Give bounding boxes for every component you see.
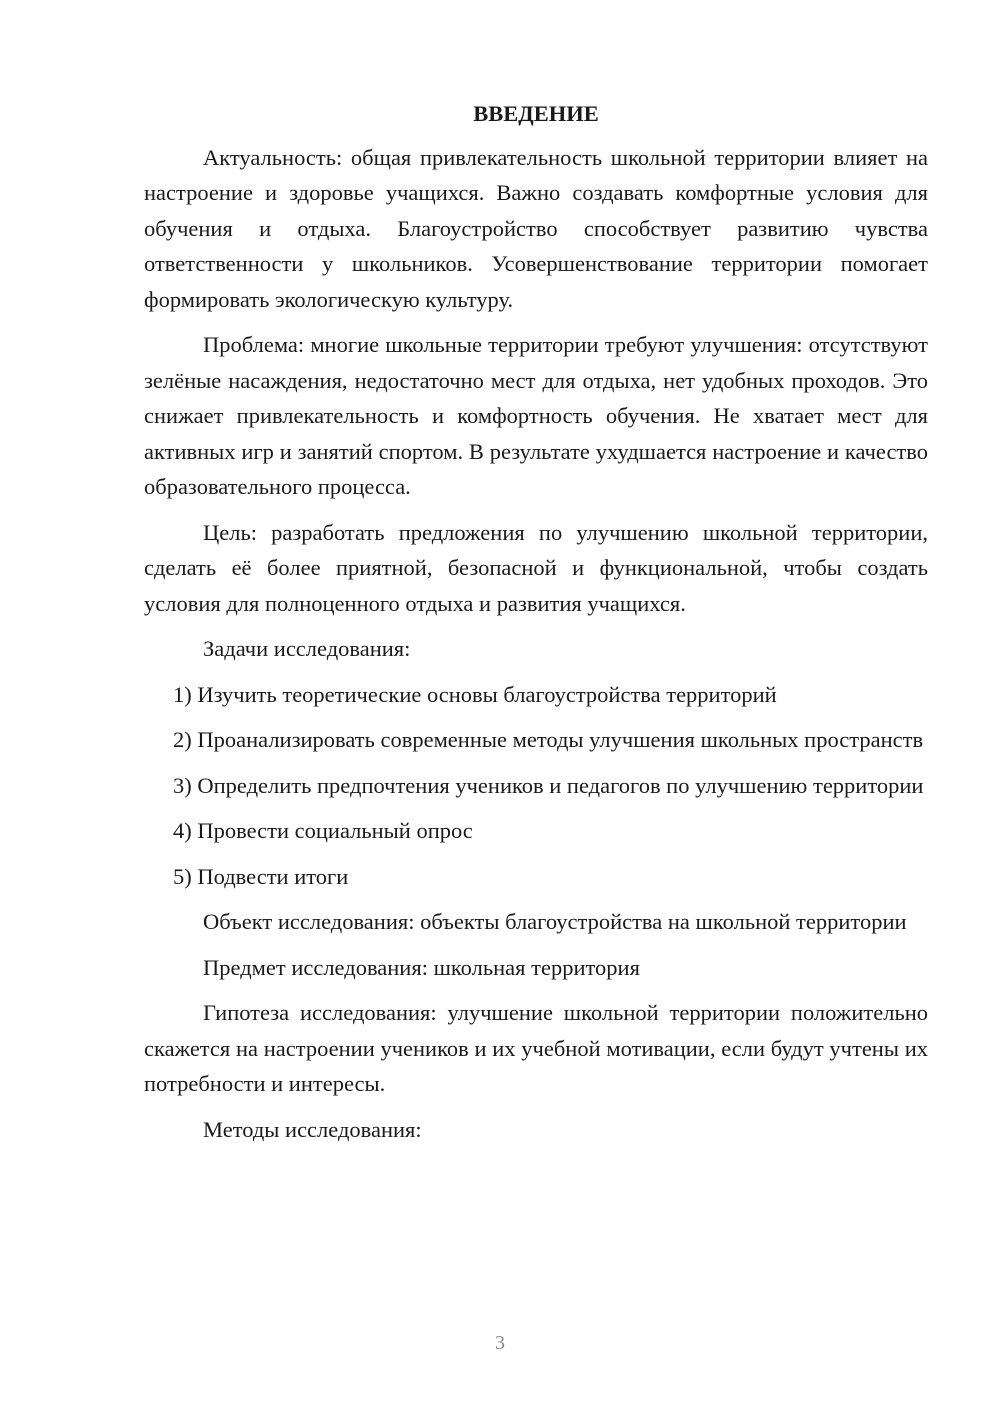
paragraph-subject: Предмет исследования: школьная территория [203,954,640,980]
task-item-4: 4) Провести социальный опрос [173,818,473,843]
paragraph-hypothesis: Гипотеза исследования: улучшение школьной территории положительно скажется на настроении учеников и их учебной мотивации, если будут учтены их потребности и интересы. [144,1000,928,1096]
paragraph-tasks-heading: Задачи исследования: [203,636,411,661]
document-body [144,96,928,1157]
task-item-3: 3) Определить предпочтения учеников и педагогов по улучшению территории [173,772,924,798]
section-title: ВВЕДЕНИЕ [473,101,599,126]
page-number: 3 [495,1332,505,1354]
task-item-5: 5) Подвести итоги [173,863,349,889]
paragraph-methods: Методы исследования: [203,1116,422,1142]
paragraph-object: Объект исследования: объекты благоустройства на школьной территории [203,909,907,934]
paragraph-goal: Цель: разработать предложения по улучшению школьной территории, сделать её более приятной, безопасной и функциональной, чтобы создать условия для полноценного отдыха и развития учащихся. [144,519,928,616]
task-item-1: 1) Изучить теоретические основы благоустройства территорий [173,681,777,707]
paragraph-relevance: Актуальность: общая привлекательность школьной территории влияет на настроение и здоровье учащихся. Важно создавать комфортные условия для обучения и отдыха. Благоустройство способствует развитию чувства ответственности у школьников. Усовершенствование территории помогает формировать экологическую культуру. [144,144,928,312]
paragraph-problem: Проблема: многие школьные территории требуют улучшения: отсутствуют зелёные насаждения, недостаточно мест для отдыха, нет удобных проходов. Это снижает привлекательность и комфортность обучения. Не хватает мест для активных игр и занятий спортом. В результате ухудшается настроение и качество образовательного процесса. [144,332,928,499]
task-item-2: 2) Проанализировать современные методы улучшения школьных пространств [173,727,924,752]
